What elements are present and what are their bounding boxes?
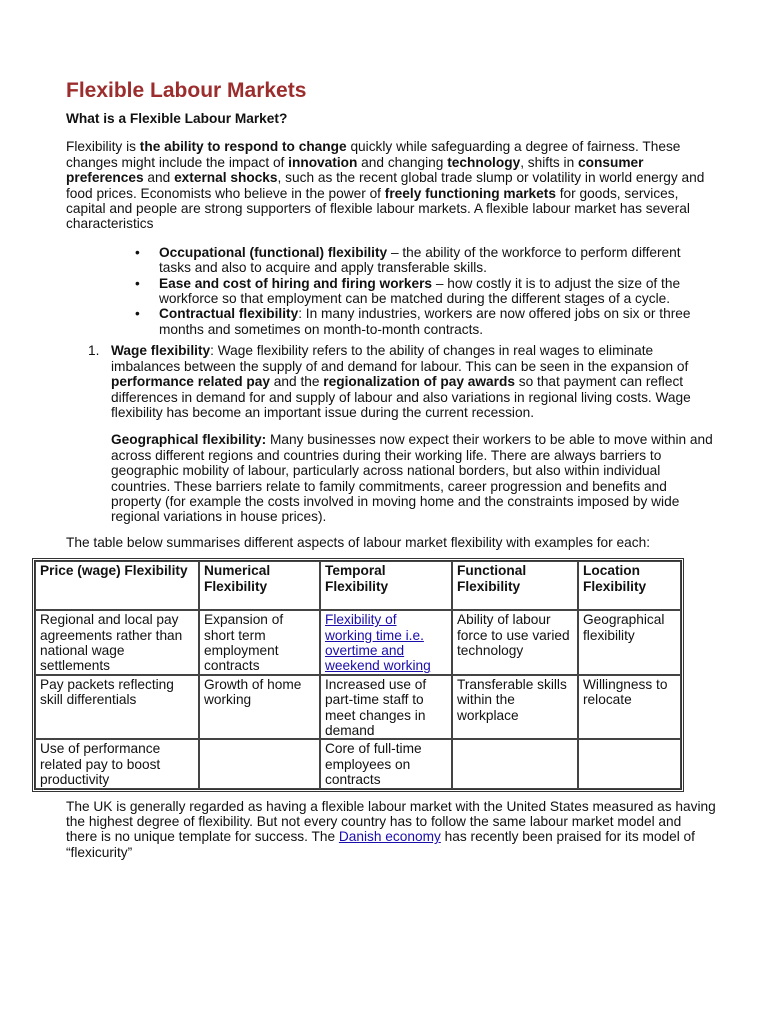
table-cell: Pay packets reflecting skill differentials <box>35 675 199 740</box>
table-cell <box>578 739 681 788</box>
list-item: • Contractual flexibility: In many industries, workers are now offered jobs on six or three months and sometimes on month-to-month contracts. <box>135 306 691 337</box>
bullet-icon: • <box>135 306 140 322</box>
table-cell: Increased use of part-time staff to meet changes in demand <box>320 675 452 740</box>
list-number: 1. <box>88 343 100 359</box>
wage-flexibility-paragraph: 1. Wage flexibility: Wage flexibility refers to the ability of changes in real wages to eliminate imbalances between the supply of and demand for labour. This can be seen in the expansion of performance related pay and the regionalization of pay awards so that payment can reflect differences in demand for and supply of labour and also variations in regional living costs. Wage flexibility has become an important issue during the current recession. <box>88 343 691 420</box>
characteristics-list <box>66 245 716 337</box>
column-header-temporal: Temporal Flexibility <box>320 561 452 610</box>
column-header-price: Price (wage) Flexibility <box>35 561 199 610</box>
table-cell: Ability of labour force to use varied technology <box>452 610 578 675</box>
table-cell: Growth of home working <box>199 675 320 740</box>
table-cell: Core of full-time employees on contracts <box>320 739 452 788</box>
danish-economy-link[interactable]: Danish economy <box>338 829 441 845</box>
closing-paragraph: The UK is generally regarded as having a flexible labour market with the United States measured as having the highest degree of flexibility. But not every country has to follow the same labour market model and there is no unique template for success. The Danish economy has recently been praised for its model of “flexicurity” <box>66 798 716 860</box>
list-item: • Occupational (functional) flexibility – the ability of the workforce to perform different tasks and also to acquire and apply transferable skills. <box>135 244 681 276</box>
column-header-numerical: Numerical Flexibility <box>199 561 320 610</box>
table-cell <box>199 739 320 788</box>
table-cell: Expansion of short term employment contracts <box>199 610 320 675</box>
table-cell: Willingness to relocate <box>578 675 681 740</box>
table-cell: Use of performance related pay to boost productivity <box>35 739 199 788</box>
flexibility-table <box>32 558 684 791</box>
column-header-location: Location Flexibility <box>578 561 681 610</box>
page-title: Flexible Labour Markets <box>66 79 307 102</box>
flexibility-of-working-time-link[interactable]: Flexibility of working time i.e. overtime and weekend working <box>325 612 431 674</box>
document-page <box>40 78 716 860</box>
intro-paragraph: Flexibility is the ability to respond to change quickly while safeguarding a degree of fairness. These changes might include the impact of innovation and changing technology, shifts in consumer preferences and external shocks, such as the recent global trade slump or volatility in world energy and food prices. Economists who believe in the power of freely functioning markets for goods, services, capital and people are strong supporters of flexible labour markets. A flexible labour market has several characteristics <box>66 139 705 232</box>
table-cell: Regional and local pay agreements rather than national wage settlements <box>35 610 199 675</box>
bullet-icon: • <box>135 275 140 291</box>
table-row <box>35 675 681 740</box>
table-cell <box>452 739 578 788</box>
section-heading: What is a Flexible Labour Market? <box>66 111 288 126</box>
table-intro-text: The table below summarises different aspects of labour market flexibility with examples for each: <box>66 534 651 550</box>
column-header-functional: Functional Flexibility <box>452 561 578 610</box>
table-row <box>35 739 681 788</box>
geographical-flexibility-paragraph: Geographical flexibility: Many businesses now expect their workers to be able to move within and across different regions and countries during their working life. There are always barriers to geographic mobility of labour, particularly across national borders, but also within individual countries. These barriers relate to family commitments, career progression and benefits and property (for example the costs involved in moving home and the constraints imposed by wide regional variations in house prices). <box>111 432 713 525</box>
table-cell: Geographical flexibility <box>578 610 681 675</box>
table-row <box>35 610 681 675</box>
table-cell: Transferable skills within the workplace <box>452 675 578 740</box>
bullet-icon: • <box>135 244 140 260</box>
table-header-row <box>35 561 681 610</box>
table-cell <box>320 610 452 675</box>
list-item: • Ease and cost of hiring and firing workers – how costly it is to adjust the size of the workforce so that employment can be matched during the different stages of a cycle. <box>135 275 681 307</box>
